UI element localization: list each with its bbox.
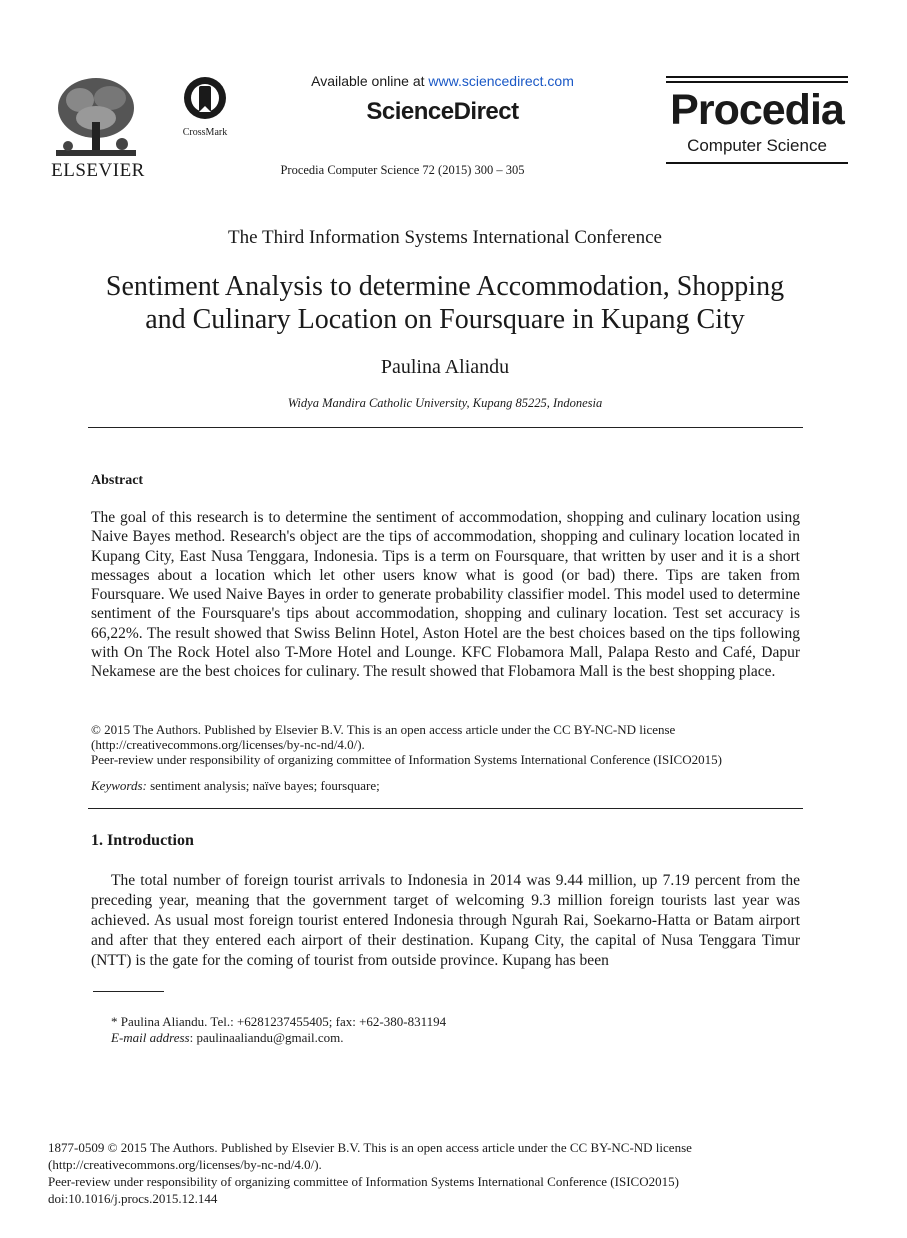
paper-title (80, 270, 810, 336)
divider-middle (88, 808, 803, 809)
sciencedirect-logo: ScienceDirect (366, 98, 519, 125)
introduction-body: The total number of foreign tourist arrivals to Indonesia in 2014 was 9.44 million, up 7.19 percent from the preceding year, meaning that the government target of welcoming 9.3 million foreign tourists last year was achieved. As usual most foreign tourist entered Indonesia through Ngurah Rai, Soekarno-Hatta or Batam airport and after that they entered each airport of their destination. Kupang City, the capital of Nusa Tenggara Timur (NTT) is the gate for the coming of tourist from outside province. Kupang has been (91, 872, 800, 969)
crossmark-icon (183, 76, 227, 120)
abstract-body: The goal of this research is to determine the sentiment of accommodation, shopping and culinary location using Naive Bayes method. Research's object are the tips of accommodation, shopping and culinary location located in Kupang City, East Nusa Tenggara, Indonesia. Tips is a term on Foursquare, that written by user and it is a short messages about a location which let other users know what is good (or bad) there. Tips are taken from Foursquare. We used Naive Bayes in order to generate probability classifier model. This model used to determine sentiment of the Foursquare's tips about accommodation, shopping and culinary location. Test set accuracy is 66,22%. The result showed that Swiss Belinn Hotel, Aston Hotel are the best choices based on the tips following with On The Rock Hotel also T-More Hotel and Lounge. KFC Flobamora Mall, Palapa Resto and Café, Dapur Nekamese are the best choices for culinary. The result showed that Flobamora Mall is the best shopping place. (91, 509, 800, 681)
keywords-list: sentiment analysis; naïve bayes; foursquare; (146, 778, 380, 793)
elsevier-tree-icon (50, 74, 142, 158)
footnote-contact: * Paulina Aliandu. Tel.: +6281237455405; fax: +62-380-831194 (111, 1014, 447, 1029)
footer-line1: 1877-0509 © 2015 The Authors. Published by Elsevier B.V. This is an open access article under the CC BY-NC-ND license (48, 1140, 692, 1155)
keywords (91, 778, 801, 794)
paper-title-line2: and Culinary Location on Foursquare in Kupang City (145, 304, 745, 335)
author-name: Paulina Aliandu (380, 356, 510, 378)
journal-citation: Procedia Computer Science 72 (2015) 300 – 305 (280, 163, 525, 177)
procedia-logo (666, 76, 848, 167)
copyright-line1: © 2015 The Authors. Published by Elsevier B.V. This is an open access article under the CC BY-NC-ND license (91, 722, 676, 737)
footer-line2[interactable]: (http://creativecommons.org/licenses/by-nc-nd/4.0/). (48, 1157, 322, 1172)
abstract-heading: Abstract (91, 473, 144, 488)
available-prefix: Available online at (311, 73, 429, 89)
introduction-heading: 1. Introduction (91, 832, 194, 849)
crossmark-label: CrossMark (182, 127, 228, 138)
peer-review-line: Peer-review under responsibility of organizing committee of Information Systems International Conference (ISICO2015) (91, 752, 722, 767)
copyright-block (91, 722, 801, 767)
footnote-email-address[interactable]: : paulinaaliandu@gmail.com. (189, 1030, 344, 1045)
footnote-email-label: E-mail address (111, 1030, 190, 1045)
keywords-label: Keywords: (91, 778, 147, 793)
page-footer (48, 1139, 768, 1207)
footer-doi[interactable]: doi:10.1016/j.procs.2015.12.144 (48, 1191, 218, 1206)
crossmark-badge[interactable] (176, 76, 234, 138)
author-affiliation: Widya Mandira Catholic University, Kupang 85225, Indonesia (287, 396, 603, 410)
available-online (240, 73, 645, 89)
copyright-line2[interactable]: (http://creativecommons.org/licenses/by-nc-nd/4.0/). (91, 737, 365, 752)
elsevier-logo (50, 74, 146, 182)
paper-title-line1: Sentiment Analysis to determine Accommodation, Shopping (105, 271, 785, 302)
procedia-wordmark: Procedia (670, 86, 844, 134)
procedia-rule-top-2 (666, 81, 848, 83)
footnote-email (111, 1030, 811, 1046)
footer-line3: Peer-review under responsibility of organizing committee of Information Systems International Conference (ISICO2015) (48, 1174, 679, 1189)
footnote-rule (93, 991, 164, 992)
procedia-rule-top (666, 76, 848, 78)
conference-name: The Third Information Systems International Conference (228, 227, 662, 248)
footnote (111, 1014, 811, 1046)
procedia-subtitle: Computer Science (687, 136, 827, 155)
divider-top (88, 427, 803, 428)
elsevier-wordmark: ELSEVIER (51, 160, 145, 181)
sciencedirect-link[interactable]: www.sciencedirect.com (428, 73, 574, 89)
procedia-rule-bottom (666, 162, 848, 164)
